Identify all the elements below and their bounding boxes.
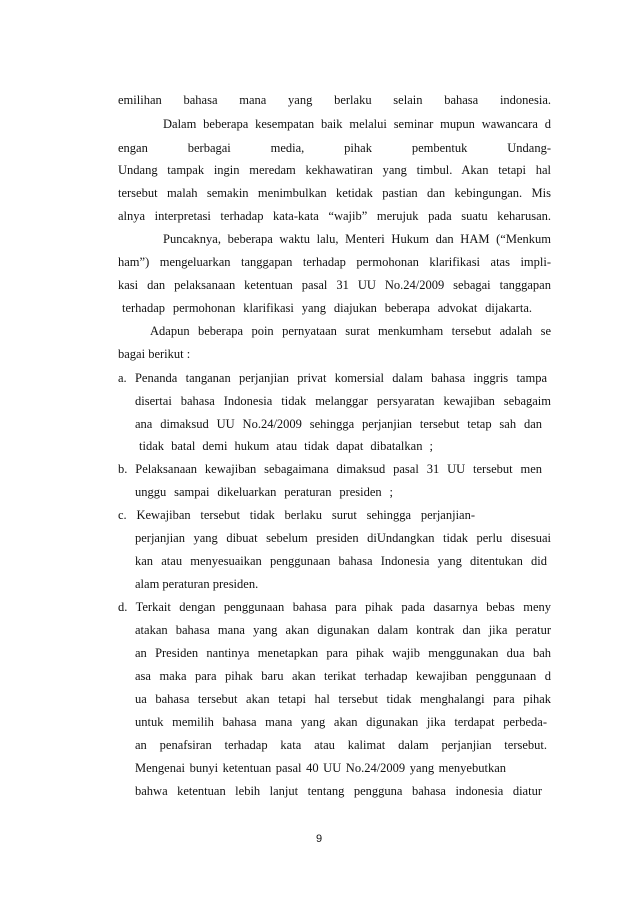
text-line: alnya interpretasi terhadap kata-kata “wajib” merujuk pada suatu keharusan. [118,209,551,223]
text-line: disertai bahasa Indonesia tidak melanggar persyaratan kewajiban sebagaim [135,394,551,408]
text-line: an penafsiran terhadap kata atau kalimat dalam perjanjian tersebut. [135,738,547,752]
text-line: asa maka para pihak baru akan terikat terhadap kewajiban penggunaan d [135,669,551,683]
text-line: alam peraturan presiden. [135,577,259,591]
text-line: ana dimaksud UU No.24/2009 sehingga perjanjian tersebut tetap sah dan [135,417,542,431]
text-line: Adapun beberapa poin pernyataan surat menkumham tersebut adalah se [150,324,551,338]
list-item-a: a. Penanda tanganan perjanjian privat komersial dalam bahasa inggris tampa [118,371,547,385]
text-line: bahwa ketentuan lebih lanjut tentang pengguna bahasa indonesia diatur [135,784,542,798]
list-item-b: b. Pelaksanaan kewajiban sebagaimana dimaksud pasal 31 UU tersebut men [118,462,542,476]
text-line: untuk memilih bahasa mana yang akan digunakan jika terdapat perbeda- [135,715,547,729]
text-line: terhadap permohonan klarifikasi yang diajukan beberapa advokat dijakarta. [122,301,532,315]
page-number: 9 [315,833,323,845]
text-line: perjanjian yang dibuat sebelum presiden diUndangkan tidak perlu disesuai [135,531,551,545]
text-line: Mengenai bunyi ketentuan pasal 40 UU No.24/2009 yang menyebutkan [135,761,506,775]
text-line: kasi dan pelaksanaan ketentuan pasal 31 UU No.24/2009 sebagai tanggapan [118,278,551,292]
text-line: an Presiden nantinya menetapkan para pihak wajib menggunakan dua bah [135,646,551,660]
text-line: Puncaknya, beberapa waktu lalu, Menteri Hukum dan HAM (“Menkum [163,232,551,246]
text-line: unggu sampai dikeluarkan peraturan presiden ; [135,485,393,499]
text-line: bagai berikut : [118,347,191,361]
text-line: tersebut malah semakin menimbulkan ketidak pastian dan kebingungan. Mis [118,186,551,200]
text-line: tidak batal demi hukum atau tidak dapat dibatalkan ; [139,439,433,453]
text-line: Dalam beberapa kesempatan baik melalui seminar mupun wawancara d [163,117,551,131]
text-line: engan berbagai media, pihak pembentuk Undang- [118,141,551,155]
text-line: ham”) mengeluarkan tanggapan terhadap permohonan klarifikasi atas impli- [118,255,551,269]
text-line: ua bahasa tersebut akan tetapi hal tersebut tidak menghalangi para pihak [135,692,551,706]
text-line: emilihan bahasa mana yang berlaku selain bahasa indonesia. [118,93,551,107]
text-line: kan atau menyesuaikan penggunaan bahasa Indonesia yang ditentukan did [135,554,547,568]
text-line: Undang tampak ingin meredam kekhawatiran yang timbul. Akan tetapi hal [118,163,551,177]
list-item-d: d. Terkait dengan penggunaan bahasa para pihak pada dasarnya bebas meny [118,600,551,614]
text-line: atakan bahasa mana yang akan digunakan dalam kontrak dan jika peratur [135,623,551,637]
list-item-c: c. Kewajiban tersebut tidak berlaku surut sehingga perjanjian- [118,508,475,522]
